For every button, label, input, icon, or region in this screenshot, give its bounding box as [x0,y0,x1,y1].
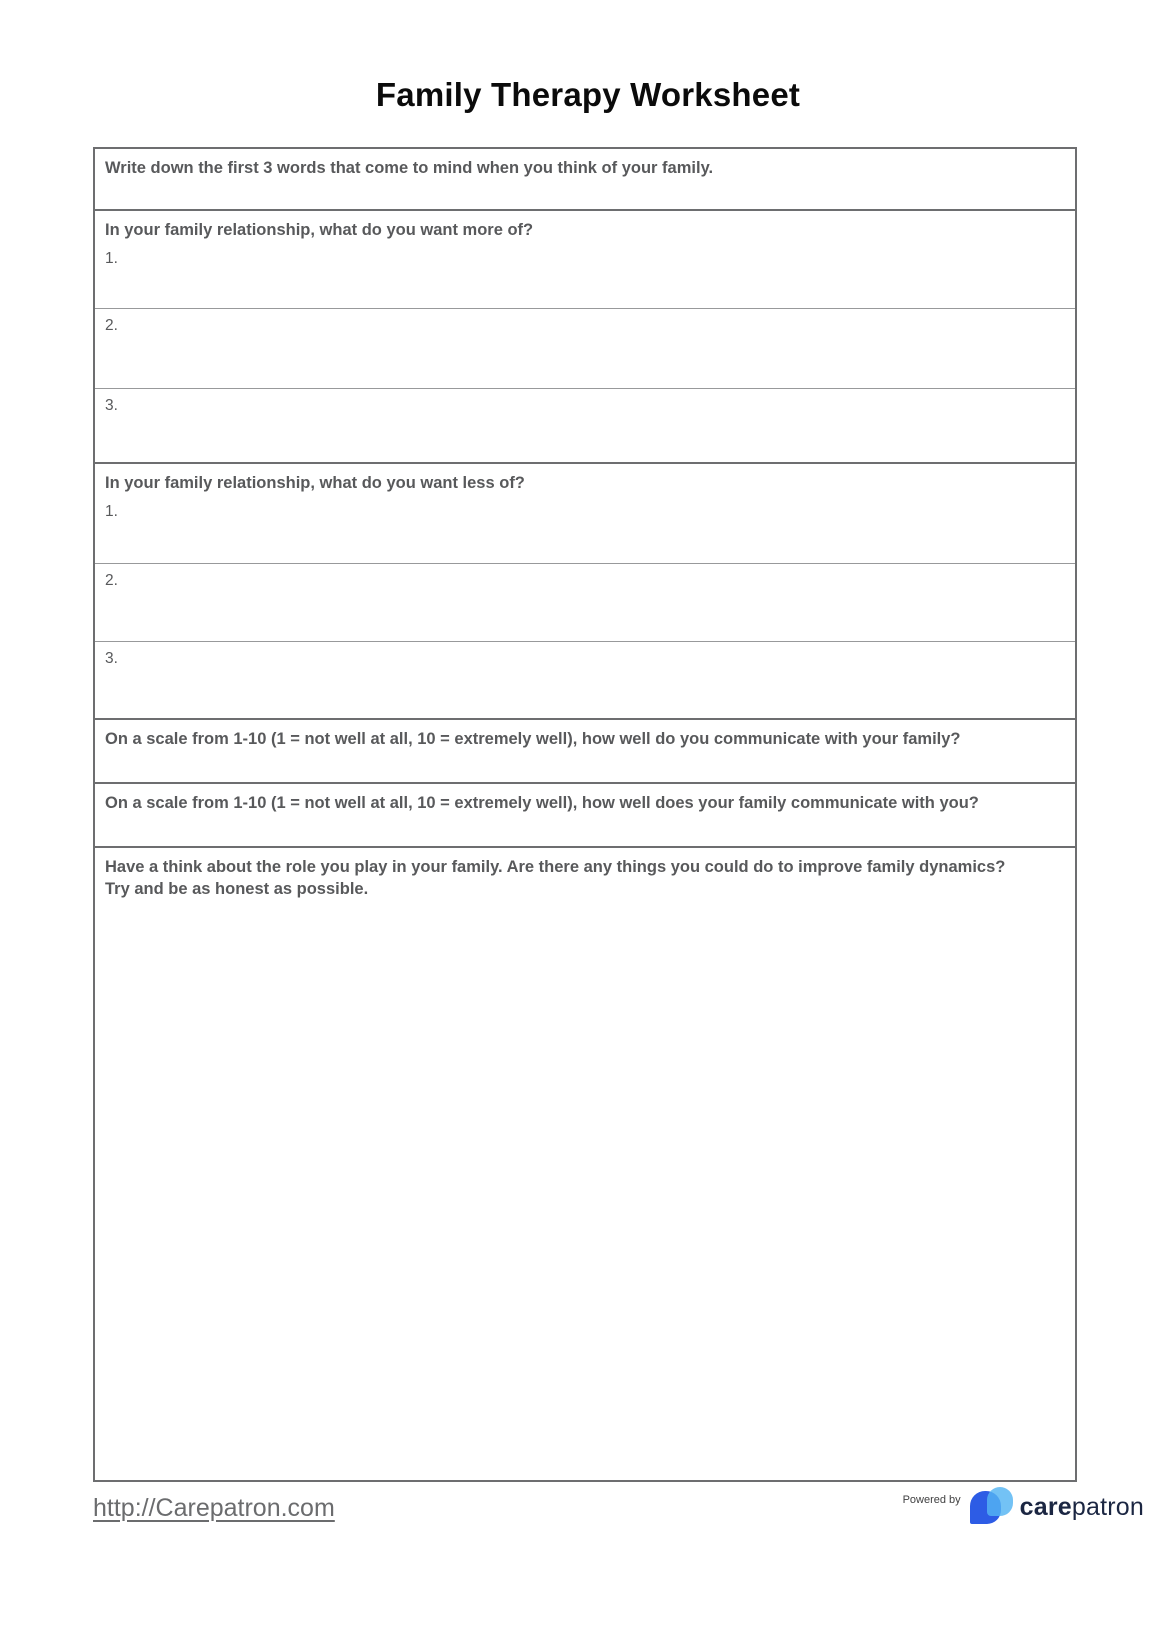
question-first-words-cell [95,149,1075,211]
worksheet-table [93,147,1077,1482]
powered-by-label: Powered by [902,1494,961,1506]
want-less-item-2-label: 2. [105,572,118,589]
want-less-item-2-cell [95,564,1075,642]
want-more-item-1-label: 1. [105,250,118,268]
want-less-item-1-label: 1. [105,503,118,521]
want-less-item-3-cell [95,642,1075,720]
want-more-item-3-cell [95,389,1075,464]
wordmark-patron: patron [1071,1492,1144,1521]
question-want-less-cell [95,464,1075,564]
page-title: Family Therapy Worksheet [375,76,801,113]
want-more-item-2-cell [95,309,1075,389]
question-want-less-label: In your family relationship, what do you want less of? [105,474,525,492]
question-want-more-cell [95,211,1075,309]
want-more-item-2-label: 2. [105,317,118,334]
question-scale-family-cell [95,784,1075,848]
logo-bubble-light-icon [987,1487,1013,1516]
wordmark-care: care [1019,1492,1072,1521]
want-less-item-3-label: 3. [105,650,118,667]
question-reflection-cell [95,848,1075,1480]
carepatron-url-link[interactable]: http://Carepatron.com [93,1494,335,1522]
question-first-words-label: Write down the first 3 words that come to mind when you think of your family. [105,159,714,177]
want-more-item-3-label: 3. [105,397,118,414]
question-scale-family-label: On a scale from 1-10 (1 = not well at all, 10 = extremely well), how well does your family communicate with you? [105,794,979,812]
carepatron-speech-bubbles-icon [970,1486,1014,1526]
question-scale-you-cell [95,720,1075,784]
powered-by-badge [903,1486,1144,1526]
carepatron-wordmark [1020,1493,1144,1522]
question-want-more-label: In your family relationship, what do you want more of? [105,221,534,239]
question-scale-you-label: On a scale from 1-10 (1 = not well at all, 10 = extremely well), how well do you communicate with your family? [105,730,961,748]
question-reflection-label: Have a think about the role you play in your family. Are there any things you could do to improve family dynamics? Try and be as honest as possible. [105,858,1006,899]
